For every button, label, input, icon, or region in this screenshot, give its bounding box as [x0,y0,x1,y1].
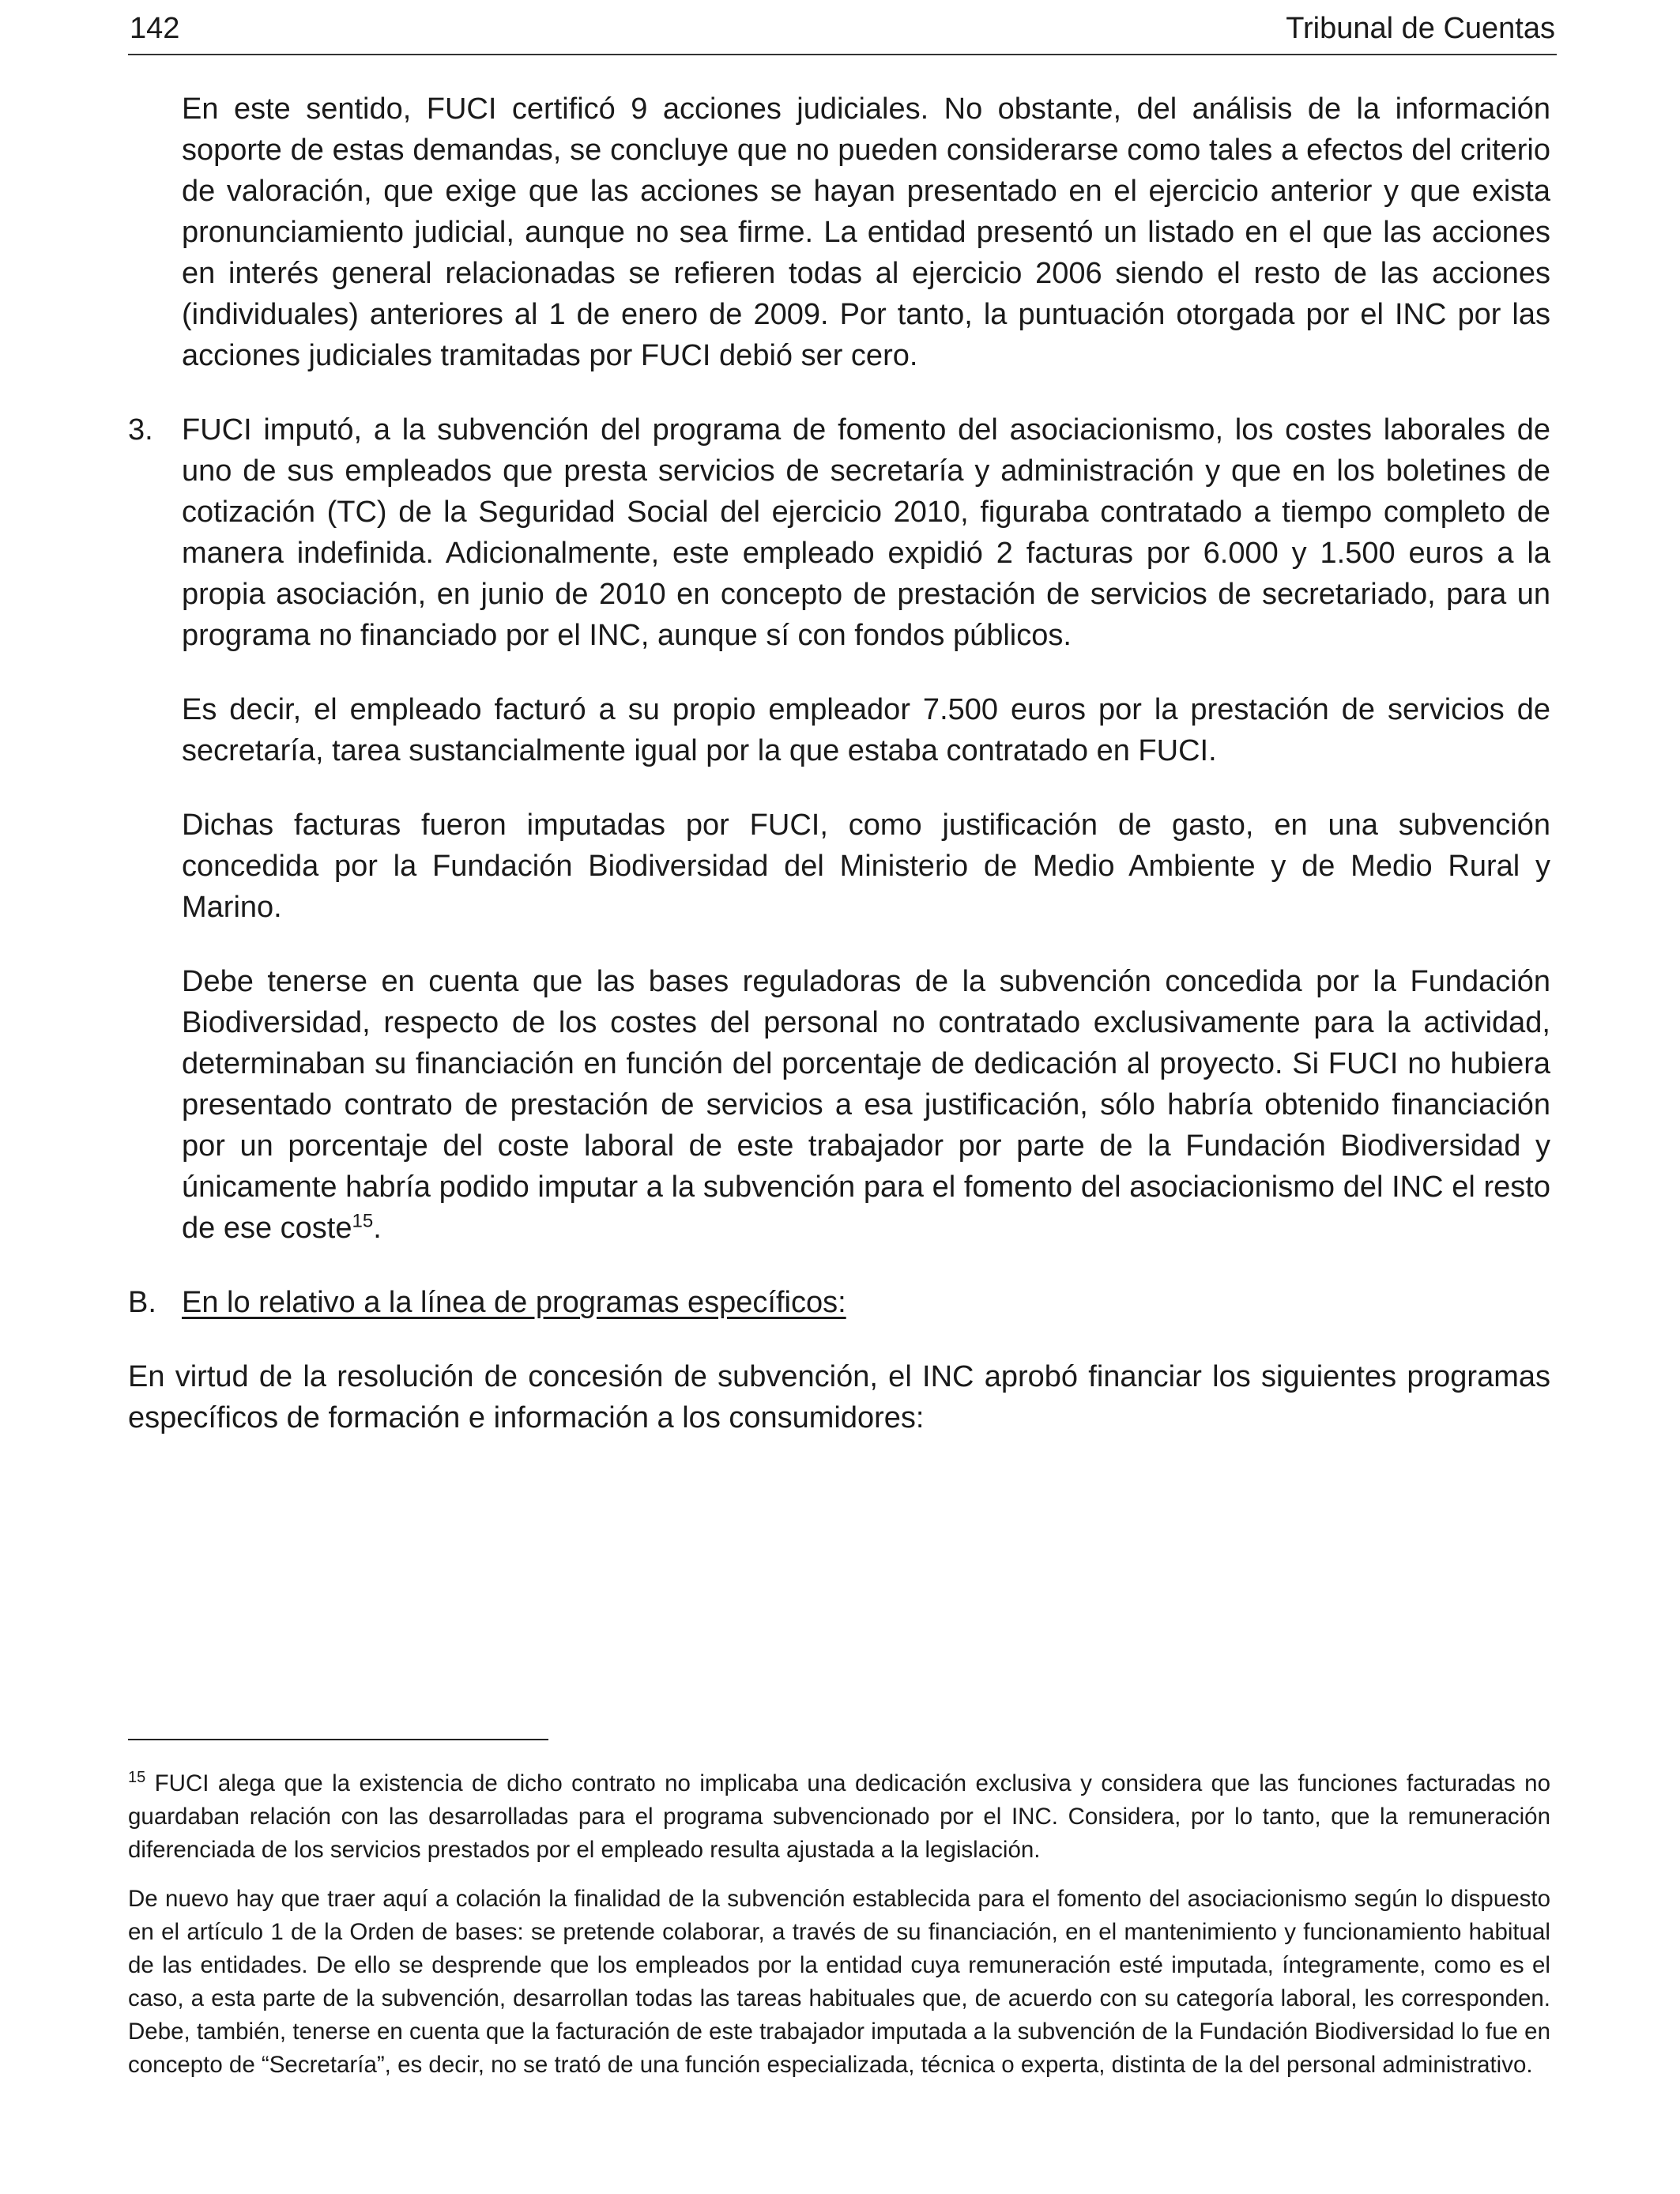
footnote-15 [128,1767,1550,1867]
section-b-heading [128,1282,1550,1323]
footnote-reference-15[interactable]: 15 [352,1210,374,1232]
list-item-3 [128,409,1550,656]
list-item-3-marker: 3. [128,413,153,447]
footnote-number: 15 [128,1769,146,1787]
section-b-marker: B. [128,1286,156,1319]
footnote-separator [128,1739,548,1740]
paragraph-es-decir: Es decir, el empleado facturó a su propio empleador 7.500 euros por la prestación de servicios de secretaría, tarea sustancialmente igual por la que estaba contratado en FUCI. [182,693,1550,767]
paragraph-debe-tenerse-text: Debe tenerse en cuenta que las bases reguladoras de la subvención concedida por la Fundación Biodiversidad, respecto de los costes del personal no contratado exclusivamente para la actividad, determinaban su financiación en función del porcentaje de dedicación al proyecto. Si FUCI no hubiera presentado contrato de prestación de servicios a esa justificación, sólo habría obtenido financiación por un porcentaje del coste laboral de este trabajador por parte de la Fundación Biodiversidad y únicamente habría podido imputar a la subvención para el fomento del asociacionismo del INC el resto de ese coste [182,965,1550,1245]
footnote-text-2: De nuevo hay que traer aquí a colación la finalidad de la subvención establecida para el fomento del asociacionismo según lo dispuesto en el artículo 1 de la Orden de bases: se pretende colaborar, a través de su financiación, en el mantenimiento y funcionamiento habitual de las entidades. De ello se desprende que los empleados por la entidad cuya remuneración esté imputada, íntegramente, como es el caso, a esta parte de la subvención, desarrollan todas las tareas habituales que, de acuerdo con su categoría laboral, les corresponden. Debe, también, tenerse en cuenta que la facturación de este trabajador imputada a la subvención de la Fundación Biodiversidad lo fue en concepto de “Secretaría”, es decir, no se trató de una función especializada, técnica o experta, distinta de la del personal administrativo. [128,1886,1550,2078]
paragraph-en-virtud: En virtud de la resolución de concesión de subvención, el INC aprobó financiar los siguientes programas específicos de formación e información a los consumidores: [128,1360,1550,1434]
section-b-heading-line [182,1282,1550,1323]
section-b-heading-text: En lo relativo a la línea de programas específicos: [182,1286,846,1319]
page-header [128,11,1557,55]
paragraph-dichas-facturas: Dichas facturas fueron imputadas por FUCI, como justificación de gasto, en una subvención concedida por la Fundación Biodiversidad del Ministerio de Medio Ambiente y de Medio Rural y Marino. [182,809,1550,924]
paragraph-debe-tenerse [182,961,1550,1249]
body-text [128,89,1550,1438]
footnotes [128,1767,1550,2082]
header-organization: Tribunal de Cuentas [1286,12,1555,45]
paragraph-end-punctuation: . [373,1212,382,1245]
paragraph-fuci-certifico: En este sentido, FUCI certificó 9 acciones judiciales. No obstante, del análisis de la información soporte de estas demandas, se concluye que no pueden considerarse como tales a efectos del criterio de valoración, que exige que las acciones se hayan presentado en el ejercicio anterior y que exista pronunciamiento judicial, aunque no sea firme. La entidad presentó un listado en el que las acciones en interés general relacionadas se refieren todas al ejercicio 2006 siendo el resto de las acciones (individuales) anteriores al 1 de enero de 2009. Por tanto, la puntuación otorgada por el INC por las acciones judiciales tramitadas por FUCI debió ser cero. [182,92,1550,372]
page-number: 142 [130,12,180,45]
footnote-text-1: FUCI alega que la existencia de dicho contrato no implicaba una dedicación exclusiva y considera que las funciones facturadas no guardaban relación con las desarrolladas para el programa subvencionado por el INC. Considera, por lo tanto, que la remuneración diferenciada de los servicios prestados por el empleado resulta ajustada a la legislación. [128,1770,1550,1863]
list-item-3-text: FUCI imputó, a la subvención del programa de fomento del asociacionismo, los costes laborales de uno de sus empleados que presta servicios de secretaría y administración y que en los boletines de cotización (TC) de la Seguridad Social del ejercicio 2010, figuraba contratado a tiempo completo de manera indefinida. Adicionalmente, este empleado expidió 2 facturas por 6.000 y 1.500 euros a la propia asociación, en junio de 2010 en concepto de prestación de servicios de secretariado, para un programa no financiado por el INC, aunque sí con fondos públicos. [182,413,1550,652]
